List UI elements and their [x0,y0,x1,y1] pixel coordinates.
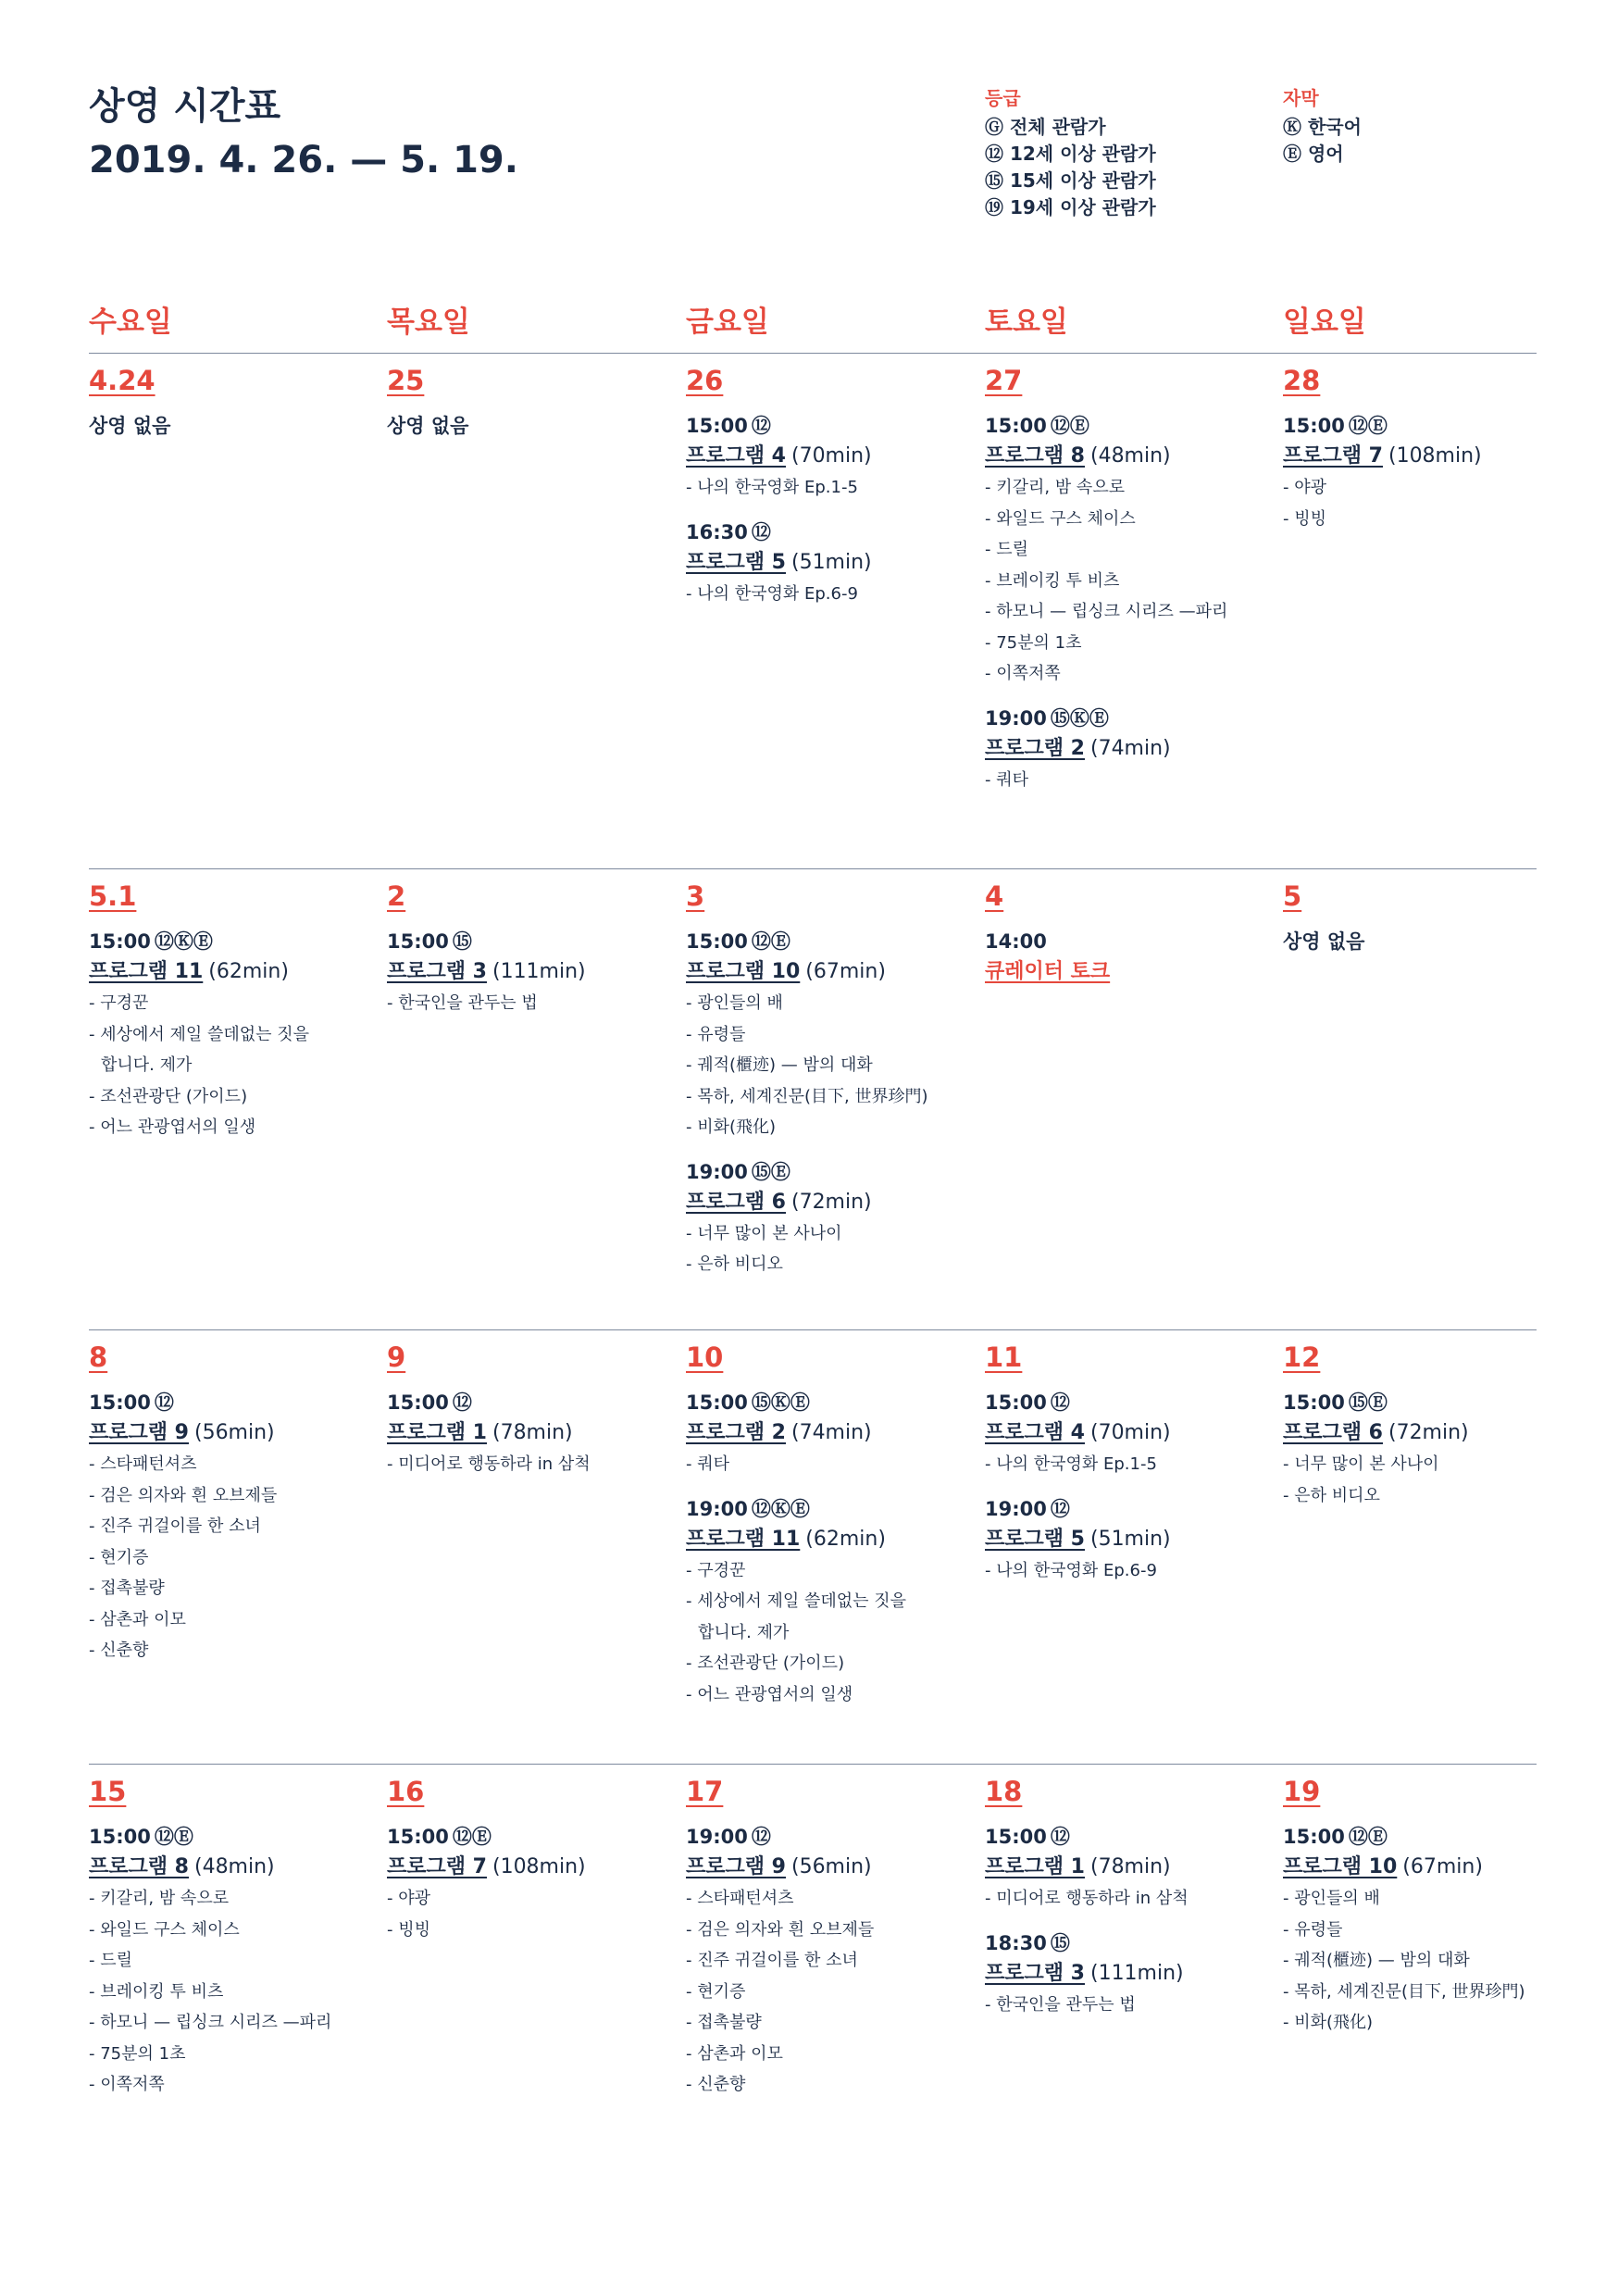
film-title: - 조선관광단 (가이드) [686,1653,845,1673]
rating-legend-item: ⑲ 19세 이상 관람가 [985,196,1156,218]
program-row [686,955,968,988]
screening-time: 15:00 [89,930,151,953]
film-title: - 진주 귀걸이를 한 소녀 [89,1516,261,1536]
rating-subtitle-symbols: ⑫Ⓔ [1348,415,1388,437]
program-duration: (111min) [1089,1961,1184,1985]
program-link[interactable]: 프로그램 7 [1283,444,1383,468]
program-row [686,546,968,579]
screening [686,412,968,504]
film-title: - 광인들의 배 [686,993,783,1013]
film-title: - 비화(飛化) [686,1117,777,1137]
screening-time-row [985,705,1267,732]
program-duration: (72min) [1388,1421,1469,1444]
screening-time-row [387,928,669,955]
program-link[interactable]: 프로그램 8 [89,1855,189,1878]
film-title: - 한국인을 관두는 법 [387,993,538,1013]
film-title: - 조선관광단 (가이드) [89,1086,248,1106]
day-date: 25 [387,365,425,396]
rating-subtitle-symbols: ⑫ [1050,1391,1070,1414]
film-title: - 어느 관광엽서의 일생 [686,1684,853,1704]
program-link[interactable]: 프로그램 11 [89,960,204,983]
program-link[interactable]: 프로그램 4 [985,1421,1085,1444]
screening-time-row [89,1389,371,1416]
rating-subtitle-symbols: ⑮Ⓔ [1348,1391,1388,1414]
weekday-header: 금요일 [686,306,769,339]
program-duration: (74min) [790,1421,872,1444]
film-title: - 삼촌과 이모 [89,1609,186,1629]
film-title: - 너무 많이 본 사나이 [1283,1454,1439,1474]
program-duration: (70min) [790,444,872,468]
program-link[interactable]: 프로그램 4 [686,444,786,468]
day-date: 5.1 [89,880,137,912]
film-title: - 쿼타 [686,1454,729,1474]
screening-time-row [686,412,968,440]
program-link[interactable]: 프로그램 8 [985,444,1085,468]
program-row [686,1416,968,1449]
screening [1283,412,1565,534]
day-cell [985,880,1267,1003]
program-link[interactable]: 프로그램 1 [387,1421,487,1444]
program-duration: (72min) [790,1190,872,1214]
screening [686,1823,968,2101]
film-title: - 접촉불량 [686,2013,762,2032]
film-title: - 이쪽저쪽 [89,2075,165,2094]
program-link[interactable]: 프로그램 9 [686,1855,786,1878]
screening-time: 15:00 [686,415,748,437]
day-cell [985,1775,1267,2035]
film-title: - 빙빙 [1283,508,1326,529]
rating-subtitle-symbols: ⑫Ⓔ [154,1826,193,1848]
rating-subtitle-symbols: ⑫ [1050,1497,1070,1520]
program-link[interactable]: 프로그램 9 [89,1421,189,1444]
rating-subtitle-symbols: ⑮ⓀⒺ [1050,706,1109,730]
rating-legend-item: ⑫ 12세 이상 관람가 [985,143,1156,165]
film-title: - 드릴 [89,1951,132,1970]
film-title: - 나의 한국영화 Ep.6-9 [686,583,858,604]
film-title: - 하모니 — 립싱크 시리즈 —파리 [89,2013,332,2032]
film-title: - 은하 비디오 [686,1254,783,1274]
screening-time: 16:30 [686,520,748,543]
film-title: - 유령들 [1283,1919,1343,1940]
title-line-1: 상영 시간표 [89,85,281,128]
day-date: 17 [686,1776,724,1807]
day-date: 5 [1283,880,1302,912]
screening-time-row [686,1495,968,1523]
film-title: - 삼촌과 이모 [686,2043,783,2064]
program-row [387,1416,669,1449]
film-title: - 야광 [387,1889,430,1908]
screening-time: 15:00 [985,1391,1047,1414]
film-title: - 목하, 세계진문(目下, 世界珍門) [686,1086,928,1106]
day-cell [387,880,669,1034]
program-link[interactable]: 프로그램 7 [387,1855,487,1878]
program-link[interactable]: 프로그램 11 [686,1527,801,1551]
screening [985,1823,1267,1915]
program-row [686,440,968,472]
rating-legend-item: Ⓖ 전체 관람가 [985,116,1106,138]
film-title: - 키갈리, 밤 속으로 [985,478,1126,497]
rating-legend [985,85,1156,221]
screening-time-row [686,1389,968,1416]
program-duration: (67min) [1402,1855,1483,1878]
screening [985,1929,1267,2021]
program-row [985,1851,1267,1883]
program-row [1283,440,1565,472]
film-title: - 세상에서 제일 쓸데없는 짓을 [89,1024,310,1044]
day-date: 10 [686,1341,724,1373]
program-row [985,1957,1267,1990]
film-title: - 이쪽저쪽 [985,664,1061,683]
day-cell [1283,364,1565,549]
subtitle-legend-item: Ⓔ 영어 [1283,143,1344,165]
weekday-header: 일요일 [1283,306,1366,339]
film-title: - 미디어로 행동하라 in 삼척 [387,1454,591,1474]
program-row [89,1851,371,1883]
screening-time-row [985,412,1267,440]
rating-subtitle-symbols: ⑮ [452,930,472,953]
day-cell [387,1341,669,1495]
film-title: - 신춘향 [89,1641,149,1660]
page-title [89,80,518,187]
screening-time-row [387,1823,669,1851]
film-title: - 야광 [1283,478,1326,497]
film-title: - 진주 귀걸이를 한 소녀 [686,1951,858,1970]
film-title: - 스타패턴셔츠 [89,1454,197,1474]
screening-time-row [686,518,968,546]
program-row [686,1186,968,1218]
film-title: - 쿼타 [985,769,1028,790]
program-row [985,1523,1267,1555]
no-screening-label: 상영 없음 [89,415,171,437]
program-row [89,1416,371,1449]
program-row [686,1523,968,1555]
screening [89,1823,371,2101]
rating-subtitle-symbols: ⑫Ⓔ [452,1826,492,1848]
rating-subtitle-symbols: ⑫ [751,520,771,543]
film-title: - 접촉불량 [89,1578,165,1598]
screening [686,928,968,1143]
film-title: - 와일드 구스 체이스 [89,1919,240,1940]
film-title: - 검은 의자와 흰 오브제들 [89,1485,278,1505]
day-cell [387,364,669,440]
day-date: 28 [1283,365,1321,396]
screening-time: 19:00 [686,1160,748,1183]
screening [985,928,1267,988]
day-date: 4.24 [89,365,156,396]
rating-subtitle-symbols: ⑮Ⓔ [751,1160,790,1183]
day-date: 2 [387,880,406,912]
no-screening-label: 상영 없음 [387,415,469,437]
screening-time: 15:00 [1283,1826,1345,1848]
screening-time: 15:00 [1283,415,1345,437]
day-cell [1283,1775,1565,2053]
rating-legend-heading: 등급 [985,87,1021,109]
film-title: - 세상에서 제일 쓸데없는 짓을 [686,1591,907,1611]
day-date: 15 [89,1776,127,1807]
program-link[interactable]: 프로그램 6 [1283,1421,1383,1444]
screening [985,1495,1267,1587]
program-duration: (67min) [805,960,886,983]
screening-time: 14:00 [985,930,1047,953]
day-cell [686,1341,968,1725]
film-title: 합니다. 제가 [101,1055,193,1075]
day-cell [686,880,968,1295]
film-title: - 신춘향 [686,2075,746,2094]
film-title: - 구경꾼 [686,1560,746,1580]
screening-time-row [1283,1823,1565,1851]
program-link[interactable]: 프로그램 6 [686,1190,786,1214]
film-title: - 현기증 [89,1547,149,1567]
rating-subtitle-symbols: ⑫ [751,415,771,437]
rating-legend-item: ⑮ 15세 이상 관람가 [985,169,1156,192]
program-duration: (62min) [208,960,289,983]
subtitle-legend-heading: 자막 [1283,87,1319,109]
film-title: - 궤적(櫃迹) — 밤의 대화 [686,1055,873,1075]
film-title: - 궤적(櫃迹) — 밤의 대화 [1283,1951,1470,1970]
screening [686,1495,968,1711]
screening-time: 15:00 [985,1826,1047,1848]
screening-time-row [1283,1389,1565,1416]
program-row [387,955,669,988]
program-row [686,1851,968,1883]
film-title: - 검은 의자와 흰 오브제들 [686,1919,875,1940]
program-duration: (74min) [1089,736,1171,760]
day-cell [686,364,968,624]
program-duration: (70min) [1089,1421,1171,1444]
day-date: 3 [686,880,705,912]
program-duration: (78min) [1089,1855,1171,1878]
weekday-header: 목요일 [387,306,470,339]
film-title: - 나의 한국영화 Ep.1-5 [686,478,858,497]
day-cell [89,1341,371,1681]
no-screening-label: 상영 없음 [1283,930,1365,953]
screening-time-row [89,1823,371,1851]
program-link[interactable]: 프로그램 3 [387,960,487,983]
program-row [1283,1851,1565,1883]
program-duration: (56min) [193,1421,275,1444]
rating-subtitle-symbols: ⑮ [1050,1931,1070,1954]
screening-time: 15:00 [89,1826,151,1848]
program-duration: (62min) [805,1527,886,1551]
rating-subtitle-symbols: ⑫ [452,1391,472,1414]
screening-time-row [985,1389,1267,1416]
screening-time-row [686,1158,968,1186]
day-date: 26 [686,365,724,396]
program-duration: (48min) [193,1855,275,1878]
screening [985,1389,1267,1480]
film-title: - 미디어로 행동하라 in 삼척 [985,1889,1189,1908]
program-duration: (111min) [492,960,586,983]
rating-subtitle-symbols: ⑫Ⓔ [1348,1826,1388,1848]
program-link[interactable]: 프로그램 10 [686,960,801,983]
film-title: - 빙빙 [387,1919,430,1940]
day-cell [985,1341,1267,1601]
rating-subtitle-symbols: ⑫ [751,1826,771,1848]
program-row [985,1416,1267,1449]
rating-subtitle-symbols: ⑫Ⓔ [751,930,790,953]
film-title: - 너무 많이 본 사나이 [686,1223,842,1243]
day-date: 8 [89,1341,108,1373]
program-row [985,955,1267,988]
day-cell [89,1775,371,2115]
screening-time: 15:00 [387,1391,449,1414]
film-title: - 비화(飛化) [1283,2013,1374,2032]
subtitle-legend-item: Ⓚ 한국어 [1283,116,1362,138]
program-duration: (56min) [790,1855,872,1878]
screening-time-row [985,928,1267,955]
day-date: 16 [387,1776,425,1807]
program-row [89,955,371,988]
screening-time: 15:00 [686,1391,748,1414]
screening-time-row [985,1823,1267,1851]
day-cell [89,880,371,1158]
day-date: 27 [985,365,1023,396]
screening [89,928,371,1143]
screening-time: 15:00 [985,415,1047,437]
day-cell [1283,1341,1565,1526]
program-duration: (78min) [492,1421,573,1444]
film-title: - 한국인을 관두는 법 [985,1994,1136,2015]
weekday-header: 토요일 [985,306,1068,339]
screening [985,412,1267,690]
subtitle-legend [1283,85,1362,168]
screening [1283,1823,1565,2039]
week-divider [89,353,1537,354]
rating-subtitle-symbols: ⑫ⓀⒺ [751,1497,810,1520]
film-title: - 75분의 1초 [89,2043,186,2064]
curator-talk-link[interactable]: 큐레이터 토크 [985,960,1111,983]
program-row [387,1851,669,1883]
program-link[interactable]: 프로그램 2 [686,1421,786,1444]
day-cell [1283,880,1565,955]
film-title: - 스타패턴셔츠 [686,1889,794,1908]
screening [985,705,1267,796]
film-title: - 어느 관광엽서의 일생 [89,1117,256,1137]
program-row [1283,1416,1565,1449]
day-date: 11 [985,1341,1023,1373]
screening-time: 15:00 [686,930,748,953]
screening [387,928,669,1019]
screening-time-row [686,928,968,955]
screening [686,1158,968,1280]
film-title: - 75분의 1초 [985,632,1082,653]
film-title: - 하모니 — 립싱크 시리즈 —파리 [985,602,1228,621]
screening-time: 19:00 [985,1497,1047,1520]
film-title: - 유령들 [686,1024,746,1044]
program-duration: (108min) [1388,444,1482,468]
program-duration: (108min) [492,1855,586,1878]
program-row [985,440,1267,472]
screening-time-row [89,928,371,955]
screening-time: 15:00 [89,1391,151,1414]
screening [387,1389,669,1480]
screening [1283,1389,1565,1511]
rating-subtitle-symbols: ⑫Ⓔ [1050,415,1089,437]
day-cell [89,364,371,440]
screening-time: 19:00 [686,1826,748,1848]
film-title: - 현기증 [686,1981,746,2002]
film-title: - 키갈리, 밤 속으로 [89,1889,230,1908]
film-title: - 구경꾼 [89,993,149,1013]
screening-time-row [686,1823,968,1851]
film-title: - 광인들의 배 [1283,1889,1380,1908]
weekday-header: 수요일 [89,306,172,339]
program-duration: (48min) [1089,444,1171,468]
film-title: - 와일드 구스 체이스 [985,508,1136,529]
film-title: - 은하 비디오 [1283,1485,1380,1505]
day-cell [686,1775,968,2115]
day-date: 9 [387,1341,406,1373]
rating-subtitle-symbols: ⑫ [154,1391,174,1414]
program-duration: (51min) [1089,1527,1171,1551]
screening [89,1389,371,1666]
title-line-2: 2019. 4. 26. — 5. 19. [89,139,518,181]
day-date: 12 [1283,1341,1321,1373]
week-divider [89,1764,1537,1765]
program-row [985,732,1267,765]
week-divider [89,868,1537,869]
program-link[interactable]: 프로그램 5 [985,1527,1085,1551]
film-title: - 브레이킹 투 비츠 [89,1981,224,2002]
day-cell [985,364,1267,810]
screening-time: 18:30 [985,1931,1047,1954]
film-title: - 나의 한국영화 Ep.6-9 [985,1560,1157,1580]
day-date: 18 [985,1776,1023,1807]
film-title: - 목하, 세계진문(目下, 世界珍門) [1283,1981,1525,2002]
screening [686,1389,968,1480]
rating-subtitle-symbols: ⑮ⓀⒺ [751,1391,810,1414]
rating-subtitle-symbols: ⑫ⓀⒺ [154,930,213,953]
film-title: - 브레이킹 투 비츠 [985,570,1120,591]
screening-time: 15:00 [387,1826,449,1848]
program-link[interactable]: 프로그램 10 [1283,1855,1398,1878]
screening-time-row [985,1929,1267,1957]
film-title: 합니다. 제가 [698,1622,790,1642]
week-divider [89,1329,1537,1330]
program-link[interactable]: 프로그램 3 [985,1961,1085,1985]
film-title: - 드릴 [985,540,1028,559]
program-link[interactable]: 프로그램 5 [686,550,786,574]
day-date: 19 [1283,1776,1321,1807]
screening [686,518,968,610]
program-link[interactable]: 프로그램 1 [985,1855,1085,1878]
screening-time-row [387,1389,669,1416]
program-duration: (51min) [790,550,872,574]
screening-time-row [985,1495,1267,1523]
screening-time: 19:00 [985,706,1047,730]
screening-time: 15:00 [387,930,449,953]
rating-subtitle-symbols: ⑫ [1050,1826,1070,1848]
day-cell [387,1775,669,1960]
screening-time: 19:00 [686,1497,748,1520]
screening-time-row [1283,412,1565,440]
day-date: 4 [985,880,1004,912]
program-link[interactable]: 프로그램 2 [985,736,1085,760]
screening [387,1823,669,1945]
film-title: - 나의 한국영화 Ep.1-5 [985,1454,1157,1474]
screening-time: 15:00 [1283,1391,1345,1414]
